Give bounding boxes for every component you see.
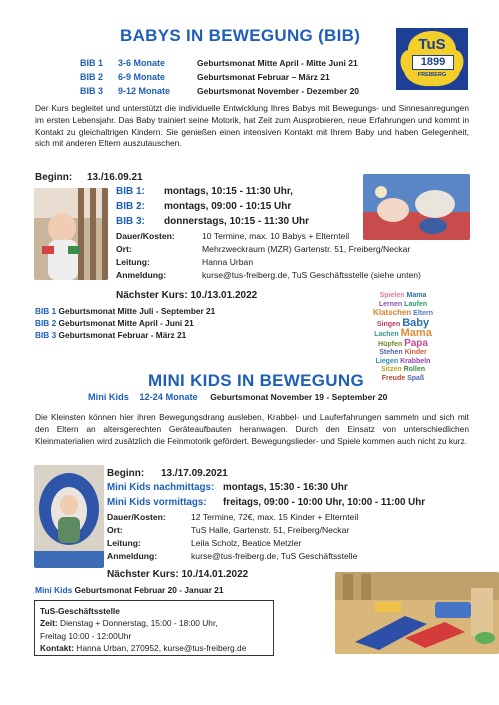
word: Papa [404, 337, 428, 349]
gym-photo [335, 572, 499, 654]
minikids-next-course: Nächster Kurs: 10./14.01.2022 [107, 569, 249, 580]
minikids-schedule-row [107, 482, 425, 497]
minikids-detail-row [107, 537, 358, 550]
word: Klatschen [372, 308, 412, 317]
bib-next-code: BIB 2 [35, 318, 57, 328]
word: Lernen [378, 300, 403, 308]
bib-next-text: Geburtsmonat Mitte April - Juni 21 [58, 318, 194, 328]
bib-schedule-value: donnerstags, 10:15 - 11:30 Uhr [164, 216, 310, 227]
word: Kinder [404, 349, 427, 356]
bib-detail-value: Hanna Urban [202, 257, 254, 267]
bib-group-code: BIB 2 [80, 72, 104, 82]
word: Rollen [403, 366, 425, 373]
word: Liegen [375, 357, 399, 365]
bib-next-course: Nächster Kurs: 10./13.01.2022 [116, 290, 258, 301]
bib-group-code: BIB 1 [80, 58, 104, 68]
bib-group-row [80, 72, 359, 86]
word: Spaß [407, 374, 425, 382]
minikids-next-row [35, 585, 224, 595]
bib-next-text: Geburtsmonat Februar - März 21 [58, 330, 187, 340]
office-time-row [40, 617, 268, 629]
toddler-photo [34, 465, 104, 568]
bib-group-age: 9-12 Monate [118, 86, 171, 96]
bib-group-born: Geburtsmonat Februar – März 21 [197, 72, 330, 82]
minikids-start-value: 13./17.09.2021 [161, 468, 228, 479]
word: Eltern [413, 310, 434, 317]
bib-group-born: Geburtsmonat Mitte April - Mitte Juni 21 [197, 58, 358, 68]
tus-logo [396, 28, 468, 90]
bib-group-age: 6-9 Monate [118, 72, 166, 82]
word: Mama [400, 327, 432, 339]
office-time-value-2: Freitag 10:00 - 12:00Uhr [40, 630, 132, 641]
office-contact-value: Hanna Urban, 270952, kurse@tus-freiberg.de [76, 643, 247, 654]
bib-schedule-label: BIB 3: [116, 216, 145, 227]
office-box [34, 600, 274, 656]
bib-start-label: Beginn: [35, 172, 73, 183]
bib-schedule-label: BIB 1: [116, 186, 145, 197]
bib-description: Der Kurs begleitet und unterstützt die individuelle Entwicklung Ihres Babys mit Bewegungs- und Sinnesanregungen im ersten Lebensjahr. Das Baby trainiert seine Motorik, hat Zeit zum Ausprobieren, neue Erfahrungen und kommt in Kontakt zu gleichaltrigen Kindern. Sie genießen einen intensiven Kontakt mit Ihrem Baby und haben Gelegenheit, sich mit anderen Eltern auszutauschen. [35, 103, 469, 149]
logo-year: 1899 [412, 55, 454, 70]
bib-detail-row [116, 269, 421, 282]
word: Stehen [379, 349, 403, 356]
minikids-start [107, 468, 228, 479]
minikids-detail-value: TuS Halle, Gartenstr. 51, Freiberg/Neckar [191, 525, 350, 535]
bib-next-row [35, 317, 215, 329]
bib-details [116, 230, 421, 282]
bib-detail-row [116, 243, 421, 256]
minikids-schedule [107, 482, 425, 512]
bib-start-value: 13./16.09.21 [87, 172, 143, 183]
bib-next-text: Geburtsmonat Mitte Juli - September 21 [58, 306, 216, 316]
bib-group-row [80, 86, 359, 100]
bib-detail-label: Dauer/Kosten: [116, 231, 175, 241]
office-contact-row [40, 642, 268, 654]
minikids-detail-label: Leitung: [107, 538, 141, 548]
minikids-detail-label: Dauer/Kosten: [107, 512, 166, 522]
minikids-age: 12-24 Monate [139, 392, 198, 402]
bib-schedule-label: BIB 2: [116, 201, 145, 212]
minikids-next-text: Geburtsmonat Februar 20 - Januar 21 [74, 585, 224, 595]
minikids-title: MINI KIDS IN BEWEGUNG [148, 371, 364, 390]
word: Baby [402, 316, 430, 329]
minikids-schedule-value: freitags, 09:00 - 10:00 Uhr, 10:00 - 11:00 Uhr [223, 497, 426, 508]
minikids-next-code: Mini Kids [35, 585, 73, 595]
bib-next-code: BIB 1 [35, 306, 57, 316]
word: Singen [376, 320, 401, 328]
bib-detail-label: Leitung: [116, 257, 150, 267]
word: Lachen [374, 331, 399, 338]
minikids-detail-label: Anmeldung: [107, 551, 158, 561]
minikids-born: Geburtsmonat November 19 - September 20 [210, 392, 388, 402]
bib-detail-row [116, 230, 421, 243]
bib-schedule [116, 186, 309, 231]
bib-group-born: Geburtsmonat November - Dezember 20 [197, 86, 360, 96]
bib-next-row [35, 329, 215, 341]
bib-schedule-row [116, 216, 309, 231]
word: Krabbeln [400, 357, 431, 365]
office-contact-label: Kontakt: [40, 643, 74, 654]
bib-groups [80, 58, 359, 100]
minikids-detail-row [107, 524, 358, 537]
minikids-detail-row [107, 511, 358, 524]
minikids-start-label: Beginn: [107, 468, 145, 479]
minikids-detail-row [107, 550, 358, 563]
bib-schedule-row [116, 201, 309, 216]
bib-detail-label: Anmeldung: [116, 270, 167, 280]
bib-schedule-row [116, 186, 309, 201]
bib-next-code: BIB 3 [35, 330, 57, 340]
minikids-detail-label: Ort: [107, 525, 123, 535]
minikids-detail-value: 12 Termine, 72€, max. 15 Kinder + Elternteil [191, 512, 359, 522]
logo-city: FREIBERG [417, 72, 447, 78]
bib-detail-label: Ort: [116, 244, 132, 254]
bib-title: BABYS IN BEWEGUNG (BIB) [120, 26, 361, 45]
minikids-schedule-label: Mini Kids nachmittags: [107, 482, 215, 493]
minikids-schedule-label: Mini Kids vormittags: [107, 497, 207, 508]
bib-next-groups [35, 305, 215, 341]
bib-start [35, 172, 143, 183]
word: Laufen [404, 300, 428, 308]
bib-schedule-value: montags, 10:15 - 11:30 Uhr, [164, 186, 293, 197]
bib-detail-row [116, 256, 421, 269]
minikids-description: Die Kleinsten können hier ihren Bewegungsdrang ausleben, Krabbel- und Lauferfahrungen sammeln und sich mit den Eltern an altersgerechten Geräteaufbauten heranwagen. Durch den Einsatz von unterschiedlichen Kleinmaterialien wird zusätzlich die Feinmotorik gefördert. Bewegungslieder- und Spiele kommen auch nicht zu kurz. [35, 412, 469, 446]
word: Spielen [379, 292, 405, 299]
minikids-detail-value: Leila Scholz, Beatice Metzler [191, 538, 302, 548]
bib-next-row [35, 305, 215, 317]
word: Sitzen [381, 366, 402, 373]
minikids-schedule-row [107, 497, 425, 512]
office-time-label: Zeit: [40, 618, 58, 629]
office-time-value: Dienstag + Donnerstag, 15:00 - 18:00 Uhr, [60, 618, 218, 629]
minikids-details [107, 511, 358, 563]
word: Hüpfen [378, 340, 403, 348]
word: Mama [406, 292, 427, 299]
minikids-schedule-value: montags, 15:30 - 16:30 Uhr [223, 482, 348, 493]
bib-detail-value: kurse@tus-freiberg.de, TuS Geschäftsstelle (siehe unten) [202, 270, 421, 280]
bib-group-age: 3-6 Monate [118, 58, 166, 68]
baby-photo [34, 188, 108, 280]
minikids-detail-value: kurse@tus-freiberg.de, TuS Geschäftsstelle [191, 551, 358, 561]
bib-detail-value: Mehrzweckraum (MZR) Gartenstr. 51, Freiberg/Neckar [202, 244, 411, 254]
bib-schedule-value: montags, 09:00 - 10:15 Uhr [164, 201, 292, 212]
logo-tus: TuS [418, 36, 446, 53]
bib-group-row [80, 58, 359, 72]
minikids-age-row [88, 392, 387, 402]
bib-group-code: BIB 3 [80, 86, 104, 96]
minikids-label: Mini Kids [88, 392, 129, 402]
bib-detail-value: 10 Termine, max. 10 Babys + Elternteil [202, 231, 350, 241]
office-title: TuS-Geschäftsstelle [40, 606, 120, 616]
word: Freude [381, 374, 406, 382]
